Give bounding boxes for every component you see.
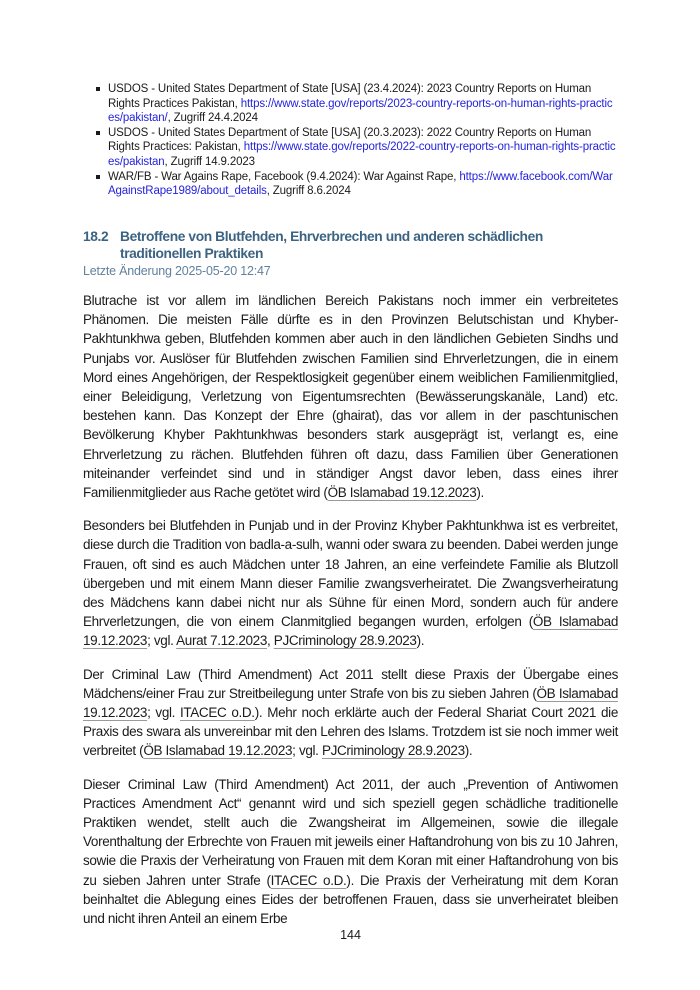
paragraph — [83, 775, 618, 929]
source-list — [95, 82, 618, 199]
section-number: 18.2 — [83, 229, 109, 244]
body-paragraphs — [83, 291, 618, 942]
text-run: USDOS - United States Department of State [USA] (20.3.2023): 2022 Country Reports on Human Rights Practices: Pakistan, — [108, 126, 592, 154]
reference-link[interactable]: Aurat 7.12.2023 — [176, 633, 267, 649]
paragraph — [83, 291, 618, 502]
text-run: Dieser Criminal Law (Third Amendment) Act 2011, der auch „Prevention of Antiwomen Practices Amendment Act“ genannt wird und sich speziell gegen schädliche traditionelle Praktiken wendet, stellt auch die Zwangsheirat im Allgemeinen, sowie die illegale Vorenthaltung der Erbrechte von Frauen mit jeweils einer Haftandrohung von bis zu 10 Jahren, sowie die Praxis der Verheiratung von Frauen mit dem Koran mit einer Haftandrohung von bis zu sieben Jahren unter Strafe ( — [83, 776, 618, 888]
source-list-item — [95, 126, 618, 170]
text-run: ; vgl. — [147, 705, 180, 721]
text-run: Der Criminal Law (Third Amendment) Act 2011 stellt diese Praxis der Übergabe eines Mädchens/einer Frau zur Streitbeilegung unter Strafe von bis zu sieben Jahren ( — [83, 666, 618, 701]
reference-link[interactable]: ÖB Islamabad 19.12.2023 — [83, 614, 618, 649]
text-run: , Zugriff 8.6.2024 — [266, 185, 351, 198]
last-change-timestamp: Letzte Änderung 2025-05-20 12:47 — [83, 264, 271, 278]
section-heading — [83, 228, 618, 262]
paragraph — [83, 516, 618, 650]
text-run: ). — [416, 633, 425, 649]
text-run: Blutrache ist vor allem im ländlichen Bereich Pakistans noch immer ein verbreitetes Phänomen. Die meisten Fälle dürfte es in den Provinzen Belutschistan und Khyber-Pakhtunkhwa geben, Blutfehden kommen aber auch in den ländlichen Gebieten Sindhs und Punjabs vor. Auslöser für Blutfehden zwischen Familien sind Ehrverletzungen, die in einem Mord eines Angehörigen, der Respektlosigkeit gegenüber einem weiblichen Familienmitglied, einer Beleidigung, Verletzung von Eigentumsrechten (Bewässerungskanäle, Land) etc. bestehen kann. Das Konzept der Ehre (ghairat), das vor allem in der paschtunischen Bevölkerung Khyber Pakhtunkhwas besonders stark ausgeprägt ist, verlangt es, eine Ehrverletzung zu rächen. Blutfehden führen oft dazu, dass Familien über Generationen miteinander verfeindet sind und in ständiger Angst davor leben, dass eines ihrer Familienmitglieder aus Rache getötet wird ( — [83, 293, 618, 501]
reference-link[interactable]: ITACEC o.D. — [179, 705, 255, 721]
source-list-item — [95, 82, 618, 126]
reference-link[interactable]: ÖB Islamabad 19.12.2023 — [143, 743, 293, 759]
external-link[interactable]: https://www.state.gov/reports/2023-country-reports-on-human-rights-practices/pakistan/ — [108, 97, 613, 125]
text-run: WAR/FB - War Agains Rape, Facebook (9.4.2024): War Against Rape, — [108, 170, 460, 183]
reference-link[interactable]: PJCriminology 28.9.2023 — [321, 743, 465, 759]
text-run: ). Die Praxis der Verheiratung mit dem Koran beinhaltet die Ablegung eines Eides der betroffenen Frauen, dass sie unverheiratet bleiben und nicht ihren Anteil an einem Erbe — [83, 872, 618, 927]
text-run: ). — [464, 743, 473, 759]
text-run: Besonders bei Blutfehden in Punjab und in der Provinz Khyber Pakhtunkhwa ist es verbreitet, diese durch die Tradition von badla-a-sulh, wanni oder swara zu beenden. Dabei werden junge Frauen, oft sind es auch Mädchen unter 18 Jahren, an eine verfeindete Familie als Blutzoll übergeben und mit einem Mann dieser Familie zwangsverheiratet. Die Zwangsverheiratung des Mädchens kann dabei nicht nur als Sühne für einen Mord, sondern auch für andere Ehrverletzungen, die von einem Clanmitglied begangen wurden, erfolgen ( — [83, 518, 618, 630]
text-run: ; vgl. — [147, 633, 177, 649]
text-run: USDOS - United States Department of State [USA] (23.4.2024): 2023 Country Reports on Human Rights Practices Pakistan, — [108, 83, 592, 110]
external-link[interactable]: https://www.facebook.com/WarAgainstRape1989/about_details — [108, 170, 613, 198]
text-run: ). Mehr noch erklärte auch der Federal Shariat Court 2021 die Praxis des swara als unvereinbar mit den Lehren des Islams. Trotzdem ist sie noch immer weit verbreitet ( — [83, 705, 618, 759]
external-link[interactable]: https://www.state.gov/reports/2022-country-reports-on-human-rights-practices/pakistan — [108, 141, 616, 168]
reference-link[interactable]: ITACEC o.D. — [270, 872, 347, 888]
text-run: , Zugriff 14.9.2023 — [164, 155, 255, 168]
text-run: ; vgl. — [292, 743, 322, 759]
reference-link[interactable]: ÖB Islamabad 19.12.2023 — [327, 485, 477, 501]
paragraph — [83, 665, 618, 761]
section-title: Betroffene von Blutfehden, Ehrverbrechen und anderen schädlichen traditionellen Praktiken — [120, 229, 543, 261]
text-run: ). — [476, 485, 484, 501]
reference-link[interactable]: PJCriminology 28.9.2023 — [273, 633, 417, 649]
text-run: , — [266, 633, 274, 649]
page-number: 144 — [340, 928, 361, 942]
source-list-item — [95, 170, 618, 199]
text-run: , Zugriff 24.4.2024 — [167, 112, 258, 125]
reference-link[interactable]: ÖB Islamabad 19.12.2023 — [83, 685, 618, 721]
